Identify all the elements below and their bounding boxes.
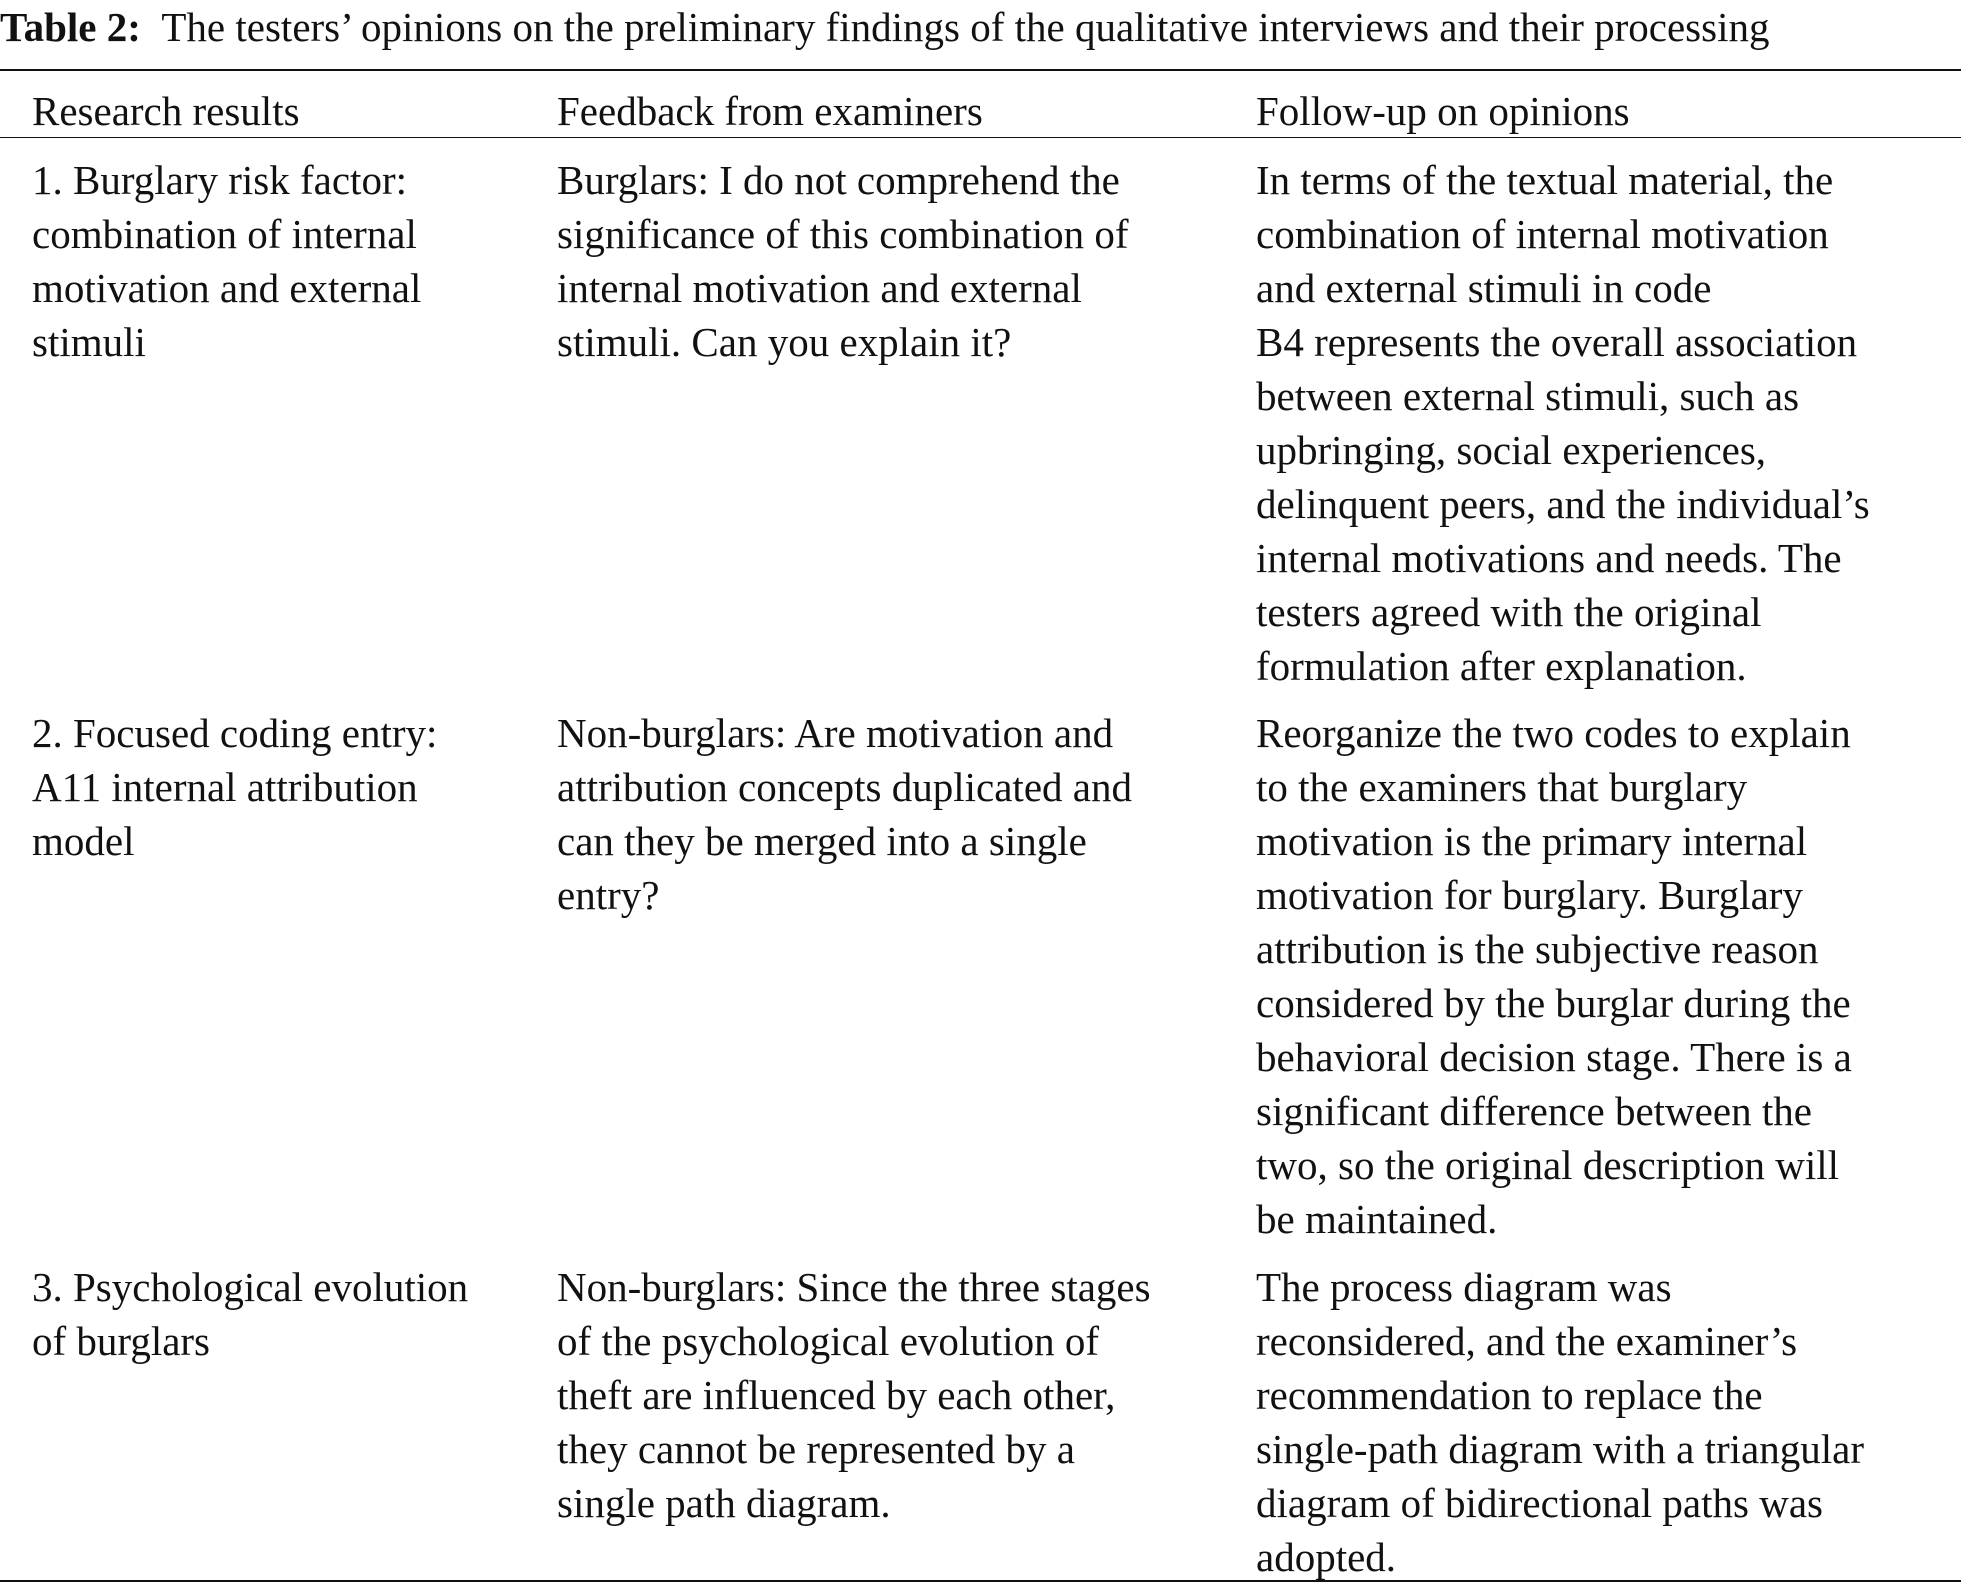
- cell-line: significance of this combination of: [557, 211, 1129, 257]
- table-caption: [0, 2, 1769, 52]
- cell-line: model: [32, 818, 135, 864]
- cell-line: motivation for burglary. Burglary: [1256, 872, 1803, 918]
- cell-line: 2. Focused coding entry:: [32, 710, 438, 756]
- cell-research-result: [32, 153, 552, 369]
- cell-line: stimuli. Can you explain it?: [557, 319, 1012, 365]
- cell-line: theft are influenced by each other,: [557, 1372, 1116, 1418]
- cell-line: Non-burglars: Since the three stages: [557, 1264, 1151, 1310]
- cell-line: can they be merged into a single: [557, 818, 1087, 864]
- cell-line: combination of internal motivation: [1256, 211, 1829, 257]
- cell-line: Reorganize the two codes to explain: [1256, 710, 1851, 756]
- cell-line: diagram of bidirectional paths was: [1256, 1480, 1823, 1526]
- table-caption-text: The testers’ opinions on the preliminary findings of the qualitative interviews and their processing: [161, 4, 1770, 50]
- cell-line: internal motivations and needs. The: [1256, 535, 1842, 581]
- cell-line: 3. Psychological evolution: [32, 1264, 469, 1310]
- cell-line: single-path diagram with a triangular: [1256, 1426, 1864, 1472]
- cell-line: attribution is the subjective reason: [1256, 926, 1819, 972]
- cell-line: single path diagram.: [557, 1480, 891, 1526]
- cell-follow-up: [1256, 706, 1956, 1246]
- cell-line: considered by the burglar during the: [1256, 980, 1851, 1026]
- cell-line: internal motivation and external: [557, 265, 1082, 311]
- cell-research-result: [32, 706, 552, 868]
- cell-line: they cannot be represented by a: [557, 1426, 1075, 1472]
- cell-line: to the examiners that burglary: [1256, 764, 1748, 810]
- cell-line: testers agreed with the original: [1256, 589, 1762, 635]
- cell-line: B4 represents the overall association: [1256, 319, 1858, 365]
- cell-feedback: [557, 153, 1227, 369]
- cell-line: entry?: [557, 872, 660, 918]
- cell-line: and external stimuli in code: [1256, 265, 1712, 311]
- cell-line: A11 internal attribution: [32, 764, 418, 810]
- cell-line: upbringing, social experiences,: [1256, 427, 1767, 473]
- cell-line: delinquent peers, and the individual’s: [1256, 481, 1870, 527]
- cell-line: 1. Burglary risk factor:: [32, 157, 407, 203]
- cell-line: between external stimuli, such as: [1256, 373, 1800, 419]
- cell-follow-up: [1256, 1260, 1956, 1584]
- cell-line: combination of internal: [32, 211, 417, 257]
- cell-research-result: [32, 1260, 552, 1368]
- cell-line: two, so the original description will: [1256, 1142, 1840, 1188]
- table-top-rule: [0, 69, 1961, 71]
- cell-line: of burglars: [32, 1318, 211, 1364]
- cell-line: adopted.: [1256, 1534, 1397, 1580]
- header-feedback-from-examiners: Feedback from examiners: [557, 88, 983, 134]
- cell-line: significant difference between the: [1256, 1088, 1812, 1134]
- cell-line: of the psychological evolution of: [557, 1318, 1099, 1364]
- header-research-results: Research results: [32, 88, 300, 134]
- table-header-rule: [0, 137, 1961, 138]
- cell-line: be maintained.: [1256, 1196, 1498, 1242]
- cell-line: motivation and external: [32, 265, 422, 311]
- cell-line: attribution concepts duplicated and: [557, 764, 1132, 810]
- cell-line: In terms of the textual material, the: [1256, 157, 1834, 203]
- cell-line: recommendation to replace the: [1256, 1372, 1763, 1418]
- cell-line: formulation after explanation.: [1256, 643, 1747, 689]
- cell-line: behavioral decision stage. There is a: [1256, 1034, 1852, 1080]
- cell-line: The process diagram was: [1256, 1264, 1672, 1310]
- cell-line: reconsidered, and the examiner’s: [1256, 1318, 1798, 1364]
- cell-line: Non-burglars: Are motivation and: [557, 710, 1114, 756]
- cell-line: motivation is the primary internal: [1256, 818, 1808, 864]
- cell-line: Burglars: I do not comprehend the: [557, 157, 1120, 203]
- header-follow-up-on-opinions: Follow-up on opinions: [1256, 88, 1630, 134]
- table-caption-label: Table 2:: [0, 4, 141, 50]
- cell-feedback: [557, 1260, 1227, 1530]
- cell-line: stimuli: [32, 319, 146, 365]
- cell-feedback: [557, 706, 1227, 922]
- table-bottom-rule: [0, 1580, 1961, 1582]
- cell-follow-up: [1256, 153, 1956, 693]
